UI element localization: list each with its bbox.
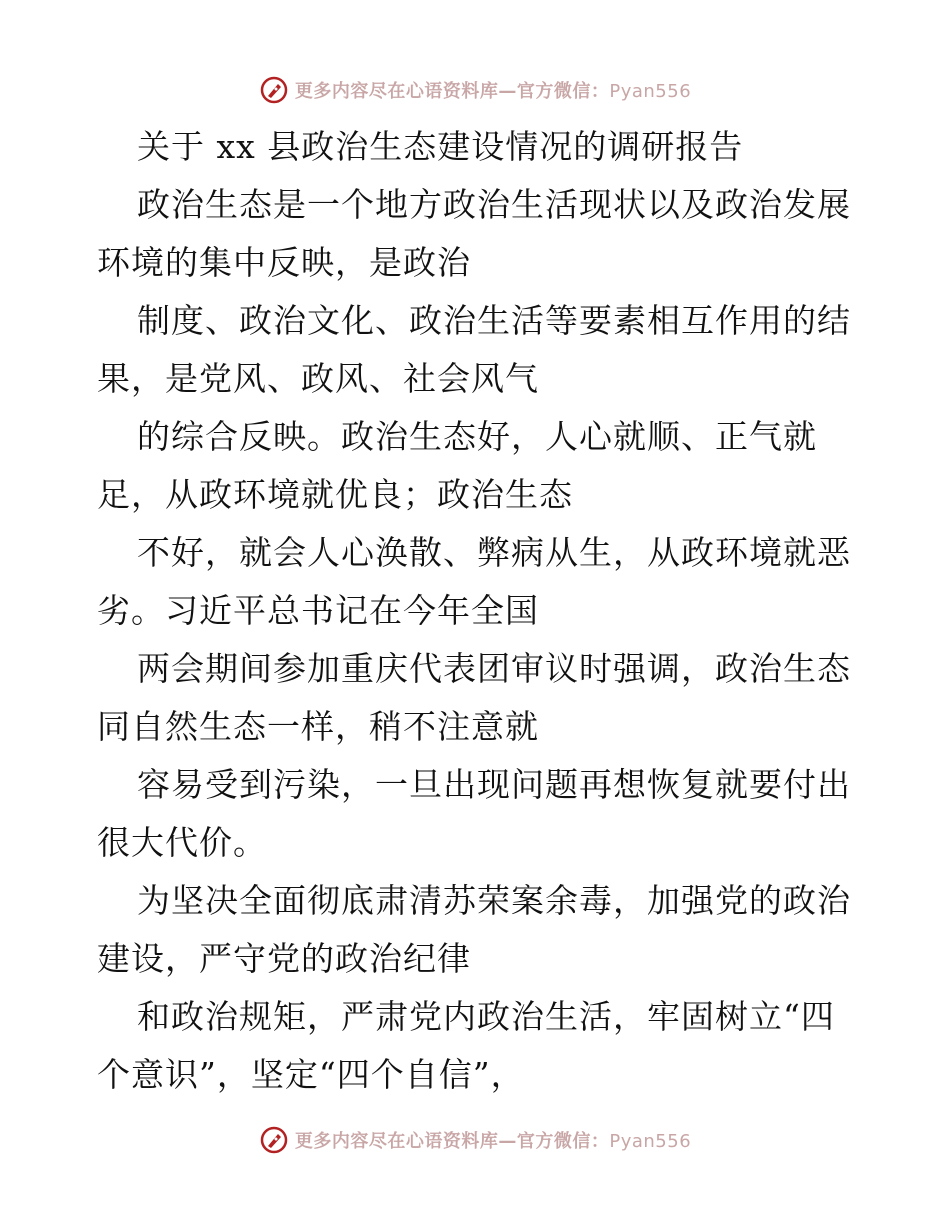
footer-watermark bbox=[0, 1120, 950, 1160]
watermark-brand: 更多内容尽在心语资料库 bbox=[294, 81, 499, 102]
watermark-separator: — bbox=[498, 81, 517, 102]
watermark-handle: Pyan556 bbox=[609, 1131, 692, 1152]
text-line: 的综合反映。政治生态好，人心就顺、正气就 bbox=[137, 417, 817, 456]
watermark-text bbox=[295, 1127, 691, 1153]
document-body bbox=[97, 118, 857, 1104]
text-line: 和政治规矩，严肃党内政治生活，牢固树立“四 bbox=[137, 997, 835, 1036]
watermark-contact: 官方微信： bbox=[516, 81, 610, 102]
text-line: 果，是党风、政风、社会风气 bbox=[97, 359, 539, 398]
text-line: 容易受到污染，一旦出现问题再想恢复就要付出 bbox=[137, 765, 851, 804]
text-line: 个意识”，坚定“四个自信”， bbox=[97, 1055, 525, 1094]
text-line: 足，从政环境就优良；政治生态 bbox=[97, 475, 573, 514]
text-line: 很大代价。 bbox=[97, 823, 267, 862]
watermark-contact: 官方微信： bbox=[516, 1131, 610, 1152]
text-line: 建设，严守党的政治纪律 bbox=[97, 939, 471, 978]
header-watermark bbox=[0, 70, 950, 110]
pen-nib-icon bbox=[259, 1125, 289, 1155]
text-line: 同自然生态一样，稍不注意就 bbox=[97, 707, 539, 746]
document-title: 关于 xx 县政治生态建设情况的调研报告 bbox=[137, 127, 744, 166]
pen-nib-icon bbox=[259, 75, 289, 105]
text-line: 为坚决全面彻底肃清苏荣案余毒，加强党的政治 bbox=[137, 881, 851, 920]
text-line: 劣。习近平总书记在今年全国 bbox=[97, 591, 539, 630]
watermark-text bbox=[295, 77, 691, 103]
text-line: 政治生态是一个地方政治生活现状以及政治发展 bbox=[137, 185, 851, 224]
text-line: 环境的集中反映，是政治 bbox=[97, 243, 471, 282]
watermark-handle: Pyan556 bbox=[609, 81, 692, 102]
text-line: 制度、政治文化、政治生活等要素相互作用的结 bbox=[137, 301, 851, 340]
text-line: 不好，就会人心涣散、弊病从生，从政环境就恶 bbox=[137, 533, 851, 572]
watermark-separator: — bbox=[498, 1131, 517, 1152]
text-line: 两会期间参加重庆代表团审议时强调，政治生态 bbox=[137, 649, 851, 688]
watermark-brand: 更多内容尽在心语资料库 bbox=[294, 1131, 499, 1152]
